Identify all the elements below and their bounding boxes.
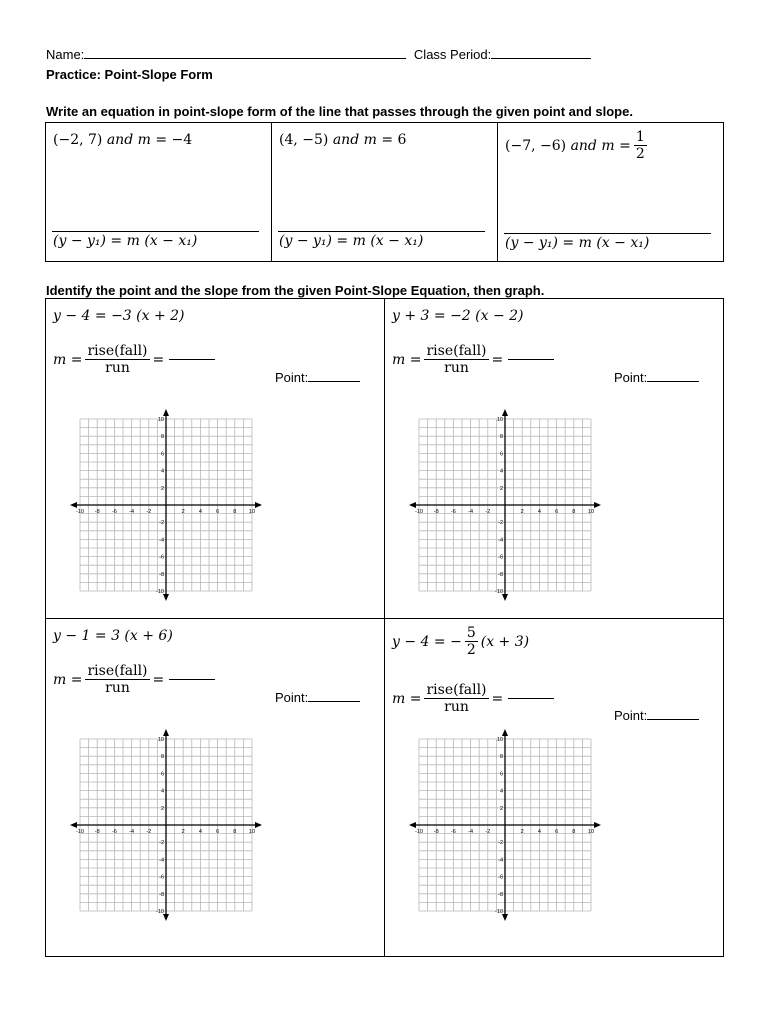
equation-4: y − 4 = − $\frac{5}{2}$ (x + 3) [392,625,530,658]
y-tick-label: 2 [160,485,164,492]
x-tick-label: 10 [248,829,256,835]
y-arrow-down-icon [163,594,169,601]
x-tick-label: 6 [555,829,559,835]
x-tick-label: -8 [433,509,439,515]
answer-line-1[interactable] [52,231,259,232]
y-tick-label: 8 [160,754,164,761]
section1-instruction: Write an equation in point-slope form of the line that passes through the given point and slope. [46,104,633,119]
y-tick-label: -6 [498,874,503,881]
y-tick-label: -6 [498,554,503,561]
y-tick-label: 10 [496,417,503,423]
x-arrow-right-icon [255,502,262,508]
y-tick-label: -6 [159,874,164,881]
problem-box-2 [271,122,498,262]
x-tick-label: -8 [433,829,439,835]
y-tick-label: 4 [499,788,503,795]
worksheet-title: Practice: Point-Slope Form [46,67,213,82]
class-period-field[interactable] [491,46,591,59]
x-tick-label: 8 [572,829,576,835]
x-tick-label: 8 [572,509,576,515]
x-tick-label: -4 [129,509,135,515]
x-tick-label: 4 [537,829,541,835]
x-arrow-left-icon [409,502,416,508]
x-tick-label: -10 [76,829,84,835]
x-tick-label: -2 [485,829,491,835]
y-tick-label: 6 [160,771,164,778]
y-tick-label: -2 [498,520,503,527]
graph-problem-3 [45,618,385,957]
x-tick-label: -8 [94,509,100,515]
y-arrow-up-icon [502,729,508,736]
x-tick-label: 10 [587,509,595,515]
coordinate-grid-3[interactable] [62,729,270,925]
section2-instruction: Identify the point and the slope from the given Point-Slope Equation, then graph. [46,283,545,298]
point-field-4[interactable]: Point: [614,707,699,723]
y-tick-label: -4 [498,537,503,544]
point-field-3[interactable]: Point: [275,689,360,705]
x-arrow-left-icon [70,822,77,828]
x-tick-label: -2 [485,509,491,515]
y-tick-label: 10 [157,417,164,423]
y-tick-label: 2 [160,805,164,812]
x-tick-label: 6 [216,509,220,515]
graph-problem-2 [384,298,724,619]
x-tick-label: -2 [146,509,152,515]
y-tick-label: 10 [496,737,503,743]
y-tick-label: -4 [159,537,164,544]
x-tick-label: 10 [248,509,256,515]
x-tick-label: 4 [537,509,541,515]
y-tick-label: 6 [160,451,164,458]
x-tick-label: 6 [216,829,220,835]
class-period-label: Class Period: [413,47,492,62]
slope-formula-1: m = $\frac{\text{rise(fall)}}{\text{run}}$ = [53,343,215,376]
y-tick-label: 8 [160,434,164,441]
y-tick-label: 8 [499,754,503,761]
y-tick-label: 6 [499,451,503,458]
answer-template-3: (y − y₁) = m (x − x₁) [505,235,650,251]
x-tick-label: -6 [450,829,456,835]
y-arrow-down-icon [163,914,169,921]
y-tick-label: 8 [499,434,503,441]
x-tick-label: -6 [450,509,456,515]
y-tick-label: -2 [159,520,164,527]
y-tick-label: 10 [157,737,164,743]
problem-3-given: (−7, −6) and m = $\frac{1}{2}$ [505,129,645,162]
equation-3: y − 1 = 3 (x + 6) [53,628,173,644]
x-tick-label: 10 [587,829,595,835]
y-tick-label: 4 [160,788,164,795]
x-arrow-right-icon [594,822,601,828]
y-tick-label: 2 [499,805,503,812]
coordinate-grid-1[interactable] [62,409,270,605]
y-tick-label: -8 [498,571,503,578]
problem-1-given: (−2, 7) and m = −4 [53,132,193,148]
y-arrow-down-icon [502,914,508,921]
y-arrow-up-icon [502,409,508,416]
equation-2: y + 3 = −2 (x − 2) [392,308,524,324]
y-arrow-up-icon [163,729,169,736]
answer-template-1: (y − y₁) = m (x − x₁) [53,233,198,249]
x-tick-label: -6 [111,829,117,835]
coordinate-grid-2[interactable] [401,409,609,605]
x-tick-label: -10 [76,509,84,515]
name-label: Name: [46,47,85,62]
y-arrow-down-icon [502,594,508,601]
y-tick-label: -4 [159,857,164,864]
x-arrow-left-icon [70,502,77,508]
x-tick-label: 8 [233,509,237,515]
y-tick-label: -10 [156,909,164,915]
problem-box-3 [497,122,724,262]
x-tick-label: -6 [111,509,117,515]
y-tick-label: 4 [160,468,164,475]
y-tick-label: -4 [498,857,503,864]
x-tick-label: 8 [233,829,237,835]
y-tick-label: -8 [498,891,503,898]
x-tick-label: 2 [520,509,524,515]
x-tick-label: 2 [181,509,185,515]
graph-problem-1 [45,298,385,619]
x-tick-label: -8 [94,829,100,835]
y-tick-label: 2 [499,485,503,492]
slope-formula-2: m = $\frac{\text{rise(fall)}}{\text{run}}$ = [392,343,554,376]
y-tick-label: -8 [159,571,164,578]
y-tick-label: -10 [495,589,503,595]
x-tick-label: -10 [415,829,423,835]
y-tick-label: -8 [159,891,164,898]
y-tick-label: 4 [499,468,503,475]
problem-2-given: (4, −5) and m = 6 [279,132,407,148]
slope-formula-4: m = $\frac{\text{rise(fall)}}{\text{run}}$ = [392,682,554,715]
x-tick-label: -4 [468,829,474,835]
x-tick-label: 6 [555,509,559,515]
slope-formula-3: m = $\frac{\text{rise(fall)}}{\text{run}}$ = [53,663,215,696]
y-tick-label: -10 [495,909,503,915]
graph-problem-4 [384,618,724,957]
x-tick-label: 4 [198,829,202,835]
problem-box-1 [45,122,272,262]
name-field[interactable] [84,46,406,59]
point-field-2[interactable]: Point: [614,369,699,385]
coordinate-grid-4[interactable] [401,729,609,925]
equation-1: y − 4 = −3 (x + 2) [53,308,185,324]
x-tick-label: 2 [181,829,185,835]
y-tick-label: -10 [156,589,164,595]
y-tick-label: -6 [159,554,164,561]
x-arrow-right-icon [594,502,601,508]
x-arrow-left-icon [409,822,416,828]
x-tick-label: -4 [129,829,135,835]
answer-line-3[interactable] [504,233,711,234]
y-tick-label: 6 [499,771,503,778]
x-tick-label: 4 [198,509,202,515]
y-tick-label: -2 [498,840,503,847]
y-arrow-up-icon [163,409,169,416]
answer-template-2: (y − y₁) = m (x − x₁) [279,233,424,249]
x-tick-label: 2 [520,829,524,835]
x-tick-label: -10 [415,509,423,515]
point-field-1[interactable]: Point: [275,369,360,385]
x-tick-label: -4 [468,509,474,515]
x-arrow-right-icon [255,822,262,828]
x-tick-label: -2 [146,829,152,835]
y-tick-label: -2 [159,840,164,847]
name-line [46,46,591,62]
answer-line-2[interactable] [278,231,485,232]
